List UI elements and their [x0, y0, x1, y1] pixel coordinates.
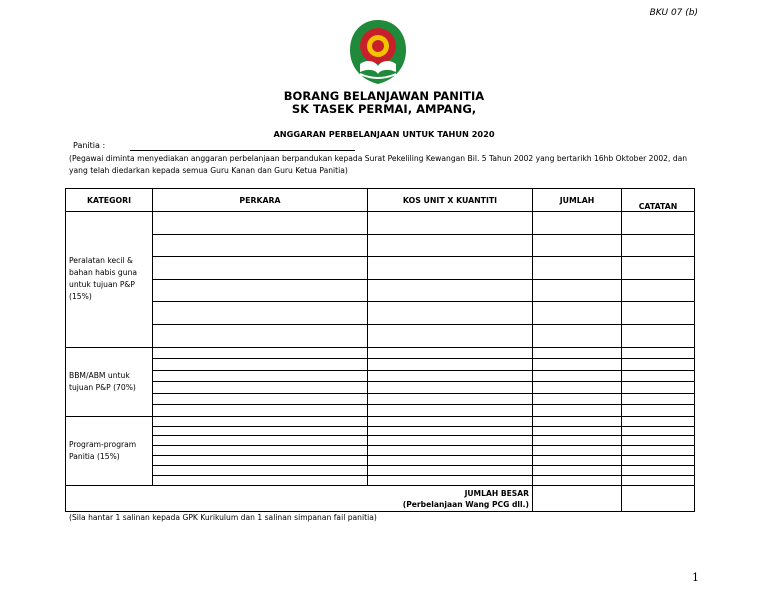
cell-kos[interactable]: [368, 456, 533, 466]
table-row: [66, 382, 695, 394]
cell-perkara[interactable]: [153, 370, 368, 382]
cell-catatan[interactable]: [622, 370, 695, 382]
cell-catatan[interactable]: [622, 359, 695, 371]
header-kategori: KATEGORI: [66, 189, 153, 212]
table-row: [66, 393, 695, 405]
table-row: [66, 279, 695, 302]
instruction-note: (Pegawai diminta menyediakan anggaran perbelanjaan berpandukan kepada Surat Pekeliling Kewangan Bil. 5 Tahun 2002 yang bertarikh 16hb Oktober 2002, dan yang telah diedarkan kepada semua Guru Kanan dan Guru Ketua Panitia): [69, 154, 688, 175]
cell-kos[interactable]: [368, 426, 533, 436]
cell-jumlah[interactable]: [533, 426, 622, 436]
cell-jumlah[interactable]: [533, 446, 622, 456]
cell-perkara[interactable]: [153, 393, 368, 405]
budget-year-heading: ANGGARAN PERBELANJAAN UNTUK TAHUN 2020: [273, 129, 495, 139]
cell-jumlah[interactable]: [533, 436, 622, 446]
cell-kos[interactable]: [368, 466, 533, 476]
cell-perkara[interactable]: [153, 279, 368, 302]
cell-catatan[interactable]: [622, 466, 695, 476]
table-row: [66, 436, 695, 446]
table-row: [66, 466, 695, 476]
table-row: [66, 257, 695, 280]
table-row: [66, 475, 695, 485]
cell-perkara[interactable]: [153, 426, 368, 436]
cell-catatan[interactable]: [622, 456, 695, 466]
cell-jumlah[interactable]: [533, 456, 622, 466]
cell-jumlah[interactable]: [533, 302, 622, 325]
budget-table: [65, 188, 695, 512]
total-row: [66, 486, 695, 512]
cell-jumlah[interactable]: [533, 405, 622, 417]
cell-kos[interactable]: [368, 324, 533, 347]
cell-perkara[interactable]: [153, 475, 368, 485]
school-name: SK TASEK PERMAI, AMPANG,: [291, 102, 477, 116]
cell-perkara[interactable]: [153, 416, 368, 426]
cell-catatan[interactable]: [622, 426, 695, 436]
panitia-field-line[interactable]: [130, 150, 355, 151]
cell-kos[interactable]: [368, 302, 533, 325]
cell-catatan[interactable]: [622, 302, 695, 325]
page-number: 1: [692, 571, 699, 584]
table-row: [66, 234, 695, 257]
cell-jumlah[interactable]: [533, 382, 622, 394]
cell-kos[interactable]: [368, 405, 533, 417]
cell-kos[interactable]: [368, 370, 533, 382]
header-jumlah: JUMLAH: [533, 189, 622, 212]
cell-perkara[interactable]: [153, 436, 368, 446]
school-crest-logo: [348, 18, 408, 86]
cell-kos[interactable]: [368, 436, 533, 446]
cell-perkara[interactable]: [153, 257, 368, 280]
cell-kos[interactable]: [368, 347, 533, 359]
total-jumlah-cell[interactable]: [533, 486, 622, 512]
total-catatan-cell[interactable]: [622, 486, 695, 512]
cell-perkara[interactable]: [153, 212, 368, 235]
cell-catatan[interactable]: [622, 393, 695, 405]
table-row: [66, 212, 695, 235]
cell-kos[interactable]: [368, 416, 533, 426]
table-row: [66, 446, 695, 456]
cell-perkara[interactable]: [153, 234, 368, 257]
cell-perkara[interactable]: [153, 347, 368, 359]
table-row: [66, 405, 695, 417]
cell-jumlah[interactable]: [533, 466, 622, 476]
cell-jumlah[interactable]: [533, 475, 622, 485]
header-perkara: PERKARA: [153, 189, 368, 212]
total-label-line2: (Perbelanjaan Wang PCG dll.): [402, 499, 529, 509]
cell-catatan[interactable]: [622, 257, 695, 280]
cell-perkara[interactable]: [153, 302, 368, 325]
cell-kos[interactable]: [368, 393, 533, 405]
header-kos: KOS UNIT X KUANTITI: [368, 189, 533, 212]
category-cell: Peralatan kecil & bahan habis guna untuk tujuan P&P (15%): [66, 212, 153, 348]
table-header-row: [66, 189, 695, 212]
cell-perkara[interactable]: [153, 405, 368, 417]
cell-jumlah[interactable]: [533, 347, 622, 359]
cell-jumlah[interactable]: [533, 370, 622, 382]
form-title: BORANG BELANJAWAN PANITIA: [283, 89, 485, 103]
table-row: [66, 426, 695, 436]
table-row: [66, 359, 695, 371]
table-row: [66, 456, 695, 466]
cell-catatan[interactable]: [622, 347, 695, 359]
cell-catatan[interactable]: [622, 446, 695, 456]
table-row: [66, 302, 695, 325]
header-catatan: CATATAN: [622, 189, 695, 212]
cell-kos[interactable]: [368, 234, 533, 257]
cell-jumlah[interactable]: [533, 324, 622, 347]
table-row: [66, 347, 695, 359]
cell-jumlah[interactable]: [533, 234, 622, 257]
cell-kos[interactable]: [368, 382, 533, 394]
cell-kos[interactable]: [368, 257, 533, 280]
cell-catatan[interactable]: [622, 382, 695, 394]
total-label-line1: JUMLAH BESAR: [464, 488, 529, 498]
cell-perkara[interactable]: [153, 456, 368, 466]
cell-catatan[interactable]: [622, 324, 695, 347]
cell-jumlah[interactable]: [533, 279, 622, 302]
cell-catatan[interactable]: [622, 436, 695, 446]
cell-perkara[interactable]: [153, 446, 368, 456]
cell-perkara[interactable]: [153, 359, 368, 371]
panitia-label: Panitia :: [73, 141, 106, 150]
cell-catatan[interactable]: [622, 475, 695, 485]
cell-catatan[interactable]: [622, 212, 695, 235]
category-cell: Program-program Panitia (15%): [66, 416, 153, 485]
total-label: [66, 486, 533, 512]
cell-jumlah[interactable]: [533, 416, 622, 426]
cell-jumlah[interactable]: [533, 212, 622, 235]
cell-kos[interactable]: [368, 475, 533, 485]
submission-note: (Sila hantar 1 salinan kepada GPK Kurikulum dan 1 salinan simpanan fail panitia): [69, 513, 377, 522]
cell-jumlah[interactable]: [533, 257, 622, 280]
cell-catatan[interactable]: [622, 234, 695, 257]
cell-kos[interactable]: [368, 446, 533, 456]
cell-perkara[interactable]: [153, 466, 368, 476]
cell-catatan[interactable]: [622, 405, 695, 417]
cell-perkara[interactable]: [153, 382, 368, 394]
document-reference: BKU 07 (b): [649, 8, 698, 18]
cell-jumlah[interactable]: [533, 359, 622, 371]
cell-catatan[interactable]: [622, 279, 695, 302]
cell-kos[interactable]: [368, 212, 533, 235]
cell-catatan[interactable]: [622, 416, 695, 426]
cell-kos[interactable]: [368, 279, 533, 302]
table-row: [66, 416, 695, 426]
cell-perkara[interactable]: [153, 324, 368, 347]
table-row: [66, 370, 695, 382]
cell-jumlah[interactable]: [533, 393, 622, 405]
category-cell: BBM/ABM untuk tujuan P&P (70%): [66, 347, 153, 416]
cell-kos[interactable]: [368, 359, 533, 371]
table-row: [66, 324, 695, 347]
